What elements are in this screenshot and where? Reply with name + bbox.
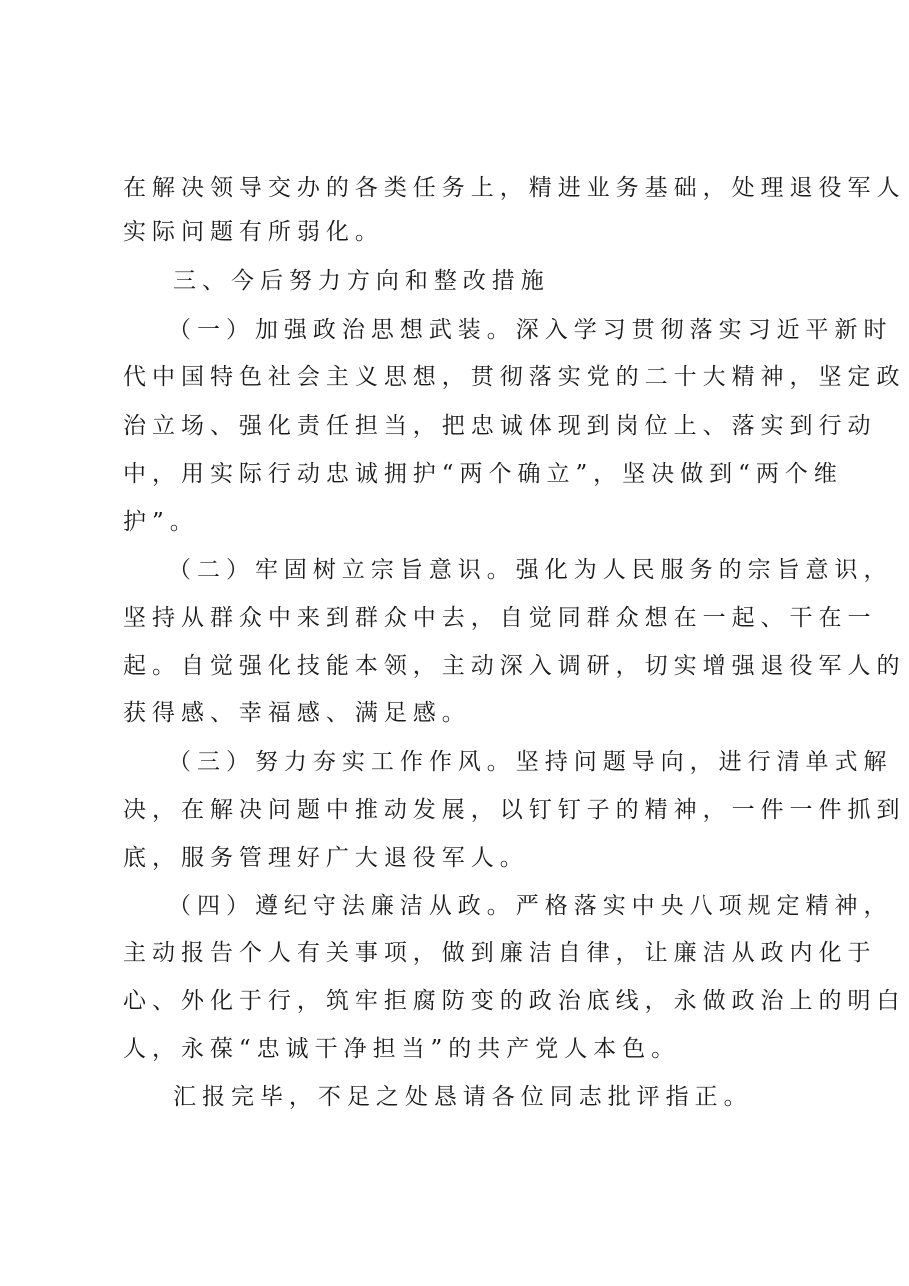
line-text: （三）努力夯实工作作风。坚持问题导向，进行清单式解 xyxy=(168,749,893,775)
line-text: 治立场、强化责任担当，把忠诚体现到岗位上、落实到行动 xyxy=(123,413,877,439)
line-text: （一）加强政治思想武装。深入学习贯彻落实习近平新时 xyxy=(168,317,893,343)
text-line xyxy=(0,550,909,590)
line-text: （四）遵纪守法廉洁从政。严格落实中央八项规定精神， xyxy=(168,893,893,919)
text-line xyxy=(0,598,909,638)
line-text: 主动报告个人有关事项，做到廉洁自律，让廉洁从政内化于 xyxy=(123,940,877,966)
line-text: 在解决领导交办的各类任务上，精进业务基础，处理退役军人 xyxy=(123,175,906,201)
text-line xyxy=(0,212,909,252)
line-text: 中，用实际行动忠诚拥护“两个确立”，坚决做到“两个维 xyxy=(123,461,843,487)
line-text: 实际问题有所弱化。 xyxy=(123,219,384,245)
text-line xyxy=(0,1029,909,1069)
line-text: 心、外化于行，筑牢拒腐防变的政治底线，永做政治上的明白 xyxy=(123,988,906,1014)
section-heading xyxy=(0,261,909,301)
line-text: 汇报完毕，不足之处恳请各位同志批评指正。 xyxy=(173,1084,753,1110)
line-text: 决，在解决问题中推动发展，以钉钉子的精神，一件一件抓到 xyxy=(123,797,906,823)
line-text: 底，服务管理好广大退役军人。 xyxy=(123,845,529,871)
line-text: 三、今后努力方向和整改措施 xyxy=(173,268,550,294)
line-text: （二）牢固树立宗旨意识。强化为人民服务的宗旨意识， xyxy=(168,557,893,583)
closing-line xyxy=(0,1077,909,1117)
text-line xyxy=(0,981,909,1021)
text-line xyxy=(0,168,909,208)
line-text: 坚持从群众中来到群众中去，自觉同群众想在一起、干在一 xyxy=(123,605,877,631)
text-line xyxy=(0,742,909,782)
line-text: 起。自觉强化技能本领，主动深入调研，切实增强退役军人的 xyxy=(123,653,906,679)
text-line xyxy=(0,933,909,973)
line-text: 获得感、幸福感、满足感。 xyxy=(123,700,471,726)
line-text: 护”。 xyxy=(123,509,199,535)
text-line xyxy=(0,502,909,542)
text-line xyxy=(0,886,909,926)
text-line xyxy=(0,646,909,686)
text-line xyxy=(0,454,909,494)
text-line xyxy=(0,357,909,397)
text-line xyxy=(0,790,909,830)
text-line xyxy=(0,310,909,350)
text-line xyxy=(0,693,909,733)
line-text: 代中国特色社会主义思想，贯彻落实党的二十大精神，坚定政 xyxy=(123,364,906,390)
text-line xyxy=(0,406,909,446)
text-line xyxy=(0,838,909,878)
line-text: 人，永葆“忠诚干净担当”的共产党人本色。 xyxy=(123,1036,681,1062)
